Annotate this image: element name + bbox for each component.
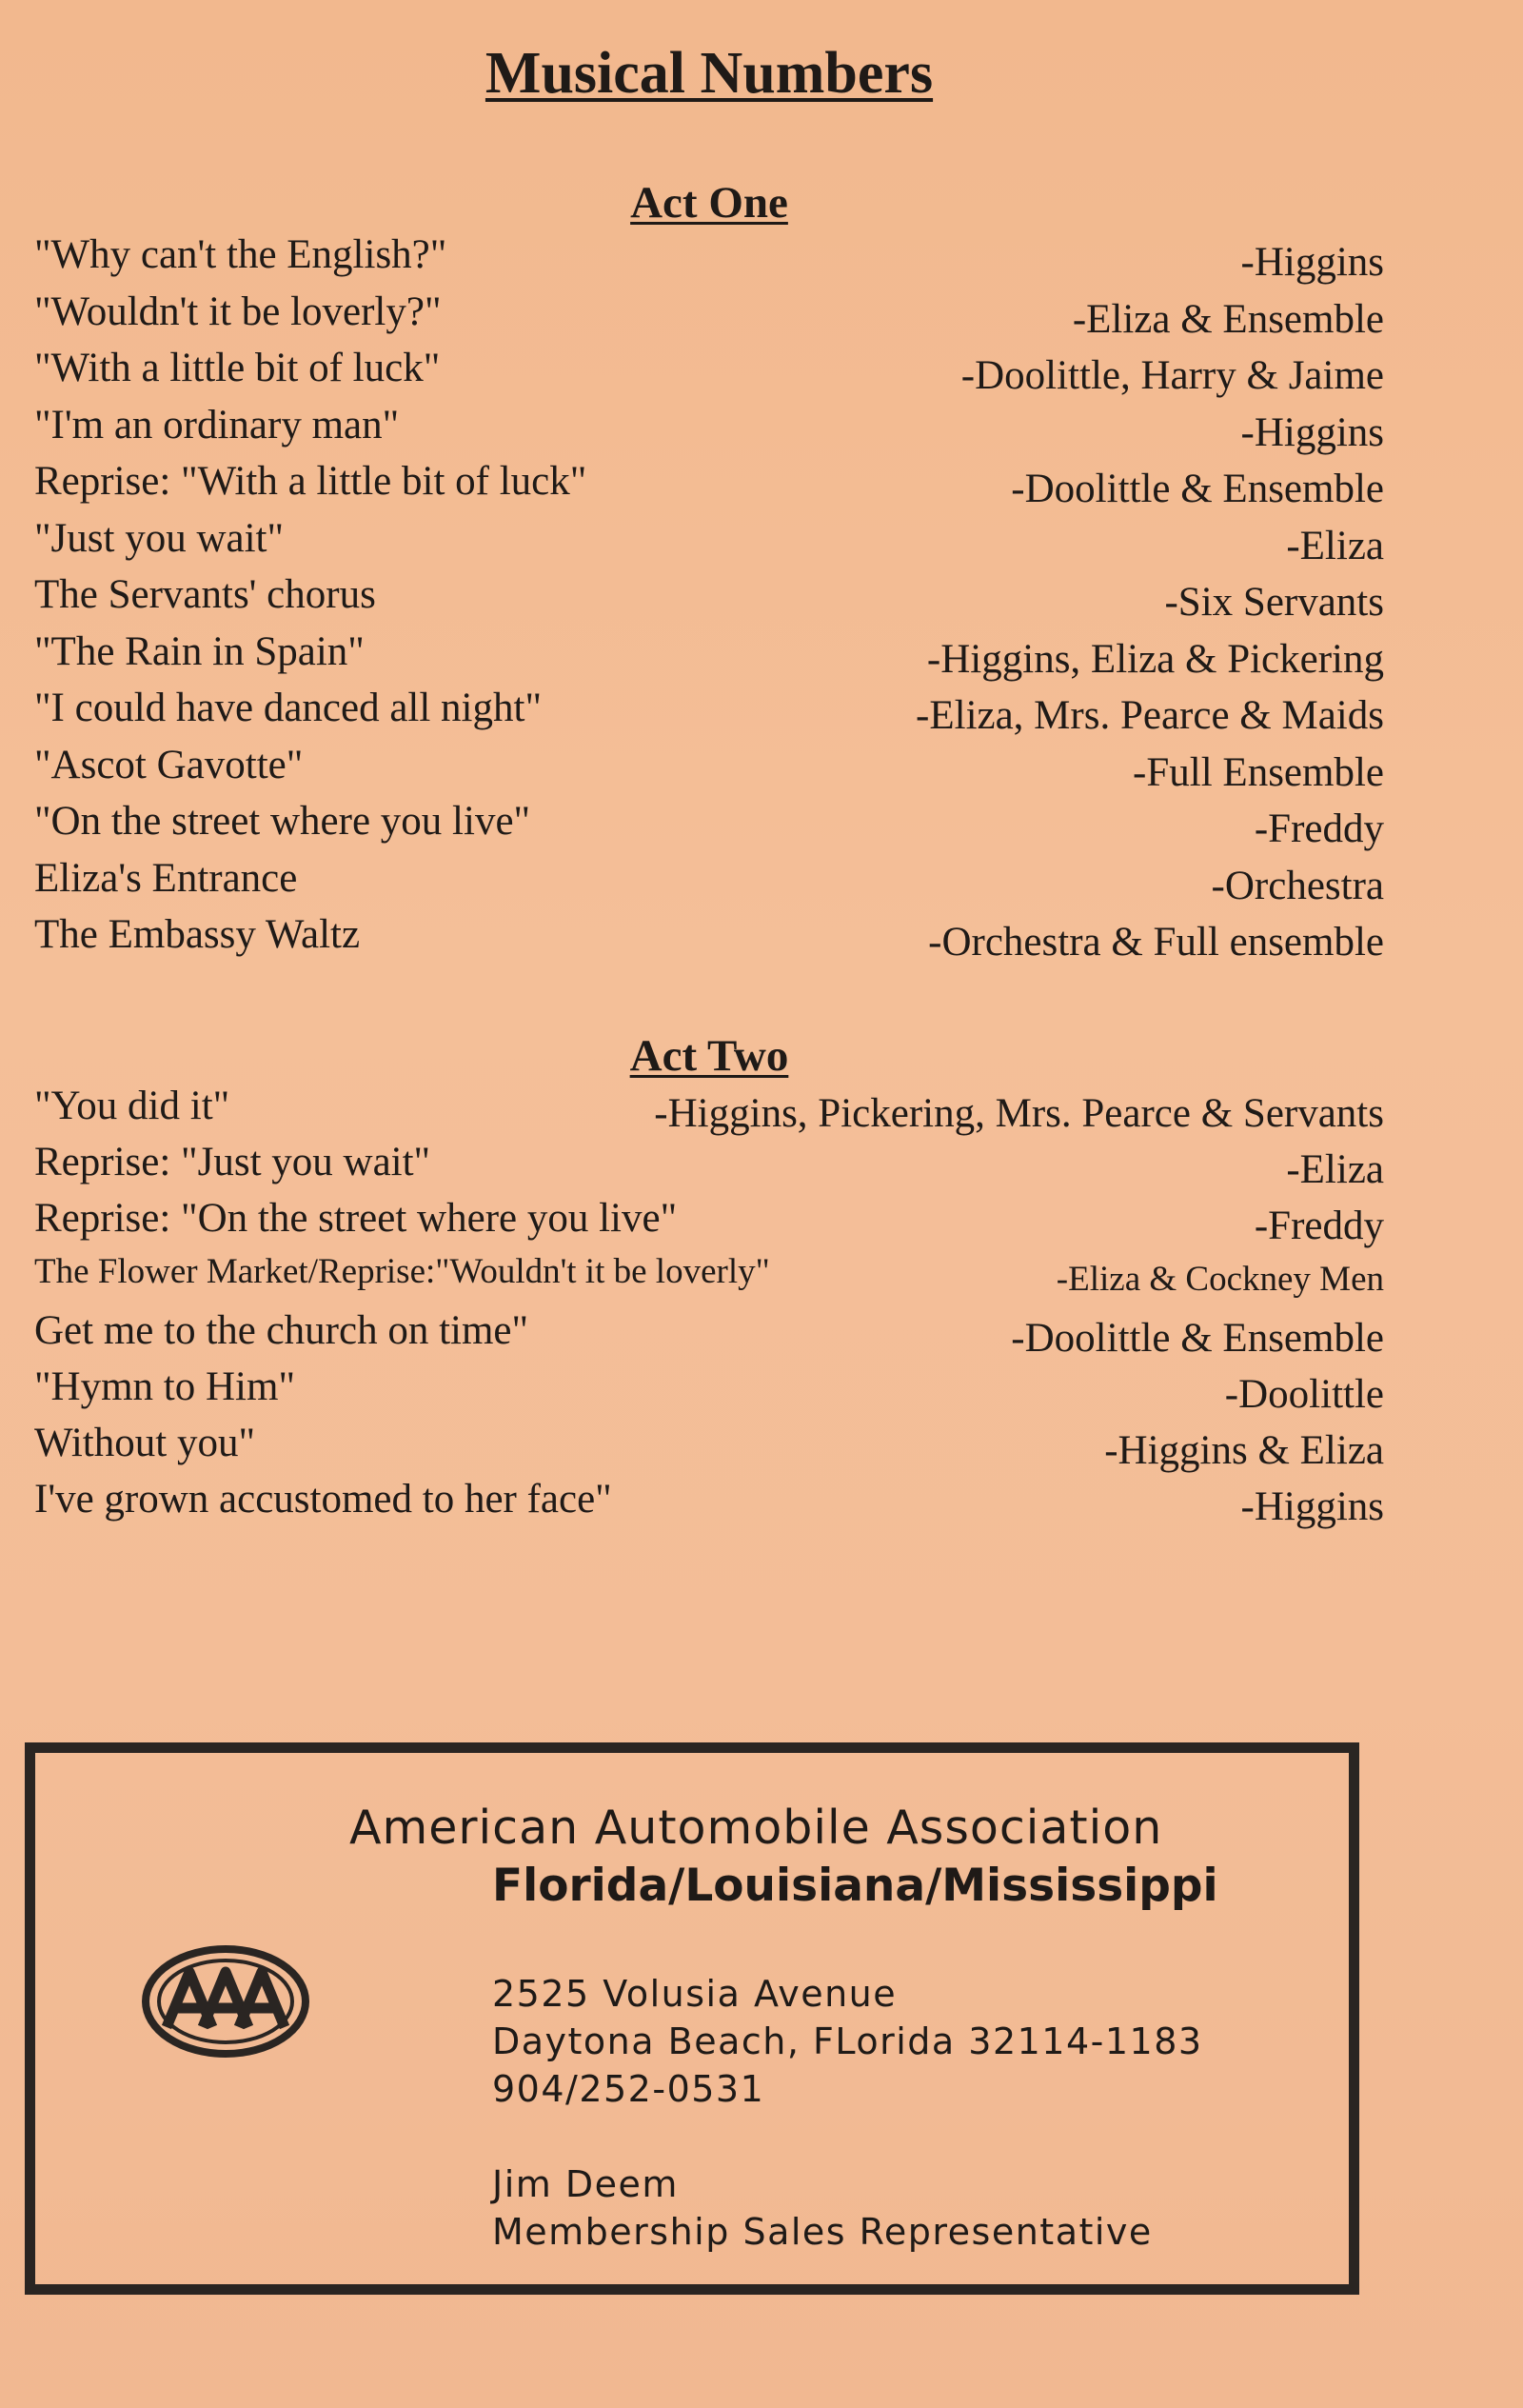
phone-number: 904/252-0531	[492, 2068, 765, 2110]
performers: -Six Servants	[1164, 580, 1384, 625]
ad-organization: American Automobile Association	[349, 1801, 1163, 1855]
address-line-1: 2525 Volusia Avenue	[492, 1973, 898, 2015]
list-item	[34, 742, 1384, 799]
performers: -Doolittle & Ensemble	[1011, 1316, 1384, 1361]
performers: -Orchestra	[1211, 863, 1384, 908]
list-item	[34, 571, 1384, 628]
song-title: "On the street where you live"	[34, 799, 531, 844]
song-title: Get me to the church on time"	[34, 1308, 529, 1353]
performers: -Freddy	[1254, 1204, 1384, 1248]
performers: -Freddy	[1254, 806, 1384, 851]
performers: -Higgins, Pickering, Mrs. Pearce & Servants	[654, 1091, 1384, 1136]
performers: -Eliza	[1286, 1147, 1384, 1192]
ad-contact-block	[492, 1970, 1203, 2256]
song-title: Reprise: "Just you wait"	[34, 1140, 431, 1184]
list-item	[34, 911, 1384, 968]
song-title: "The Rain in Spain"	[34, 628, 365, 674]
list-item	[34, 1195, 1384, 1251]
act-one-list	[34, 231, 1384, 968]
list-item	[34, 345, 1384, 402]
list-item	[34, 1139, 1384, 1195]
song-title: "With a little bit of luck"	[34, 346, 441, 390]
address-line-2: Daytona Beach, FLorida 32114-1183	[492, 2020, 1203, 2062]
act-two-heading: Act Two	[629, 1031, 789, 1081]
performers: -Full Ensemble	[1133, 749, 1384, 795]
performers: -Eliza & Cockney Men	[1056, 1260, 1384, 1299]
ad-region: Florida/Louisiana/Mississippi	[492, 1860, 1218, 1912]
performers: -Doolittle, Harry & Jaime	[960, 353, 1384, 398]
list-item	[34, 798, 1384, 855]
song-title: Without you"	[34, 1421, 256, 1465]
song-title: "Just you wait"	[34, 515, 285, 561]
aaa-logo-icon	[140, 1943, 311, 2060]
list-item	[34, 515, 1384, 572]
performers: -Orchestra & Full ensemble	[928, 920, 1384, 965]
list-item	[34, 458, 1384, 515]
song-title: The Servants' chorus	[34, 572, 376, 617]
performers: -Higgins	[1240, 1484, 1384, 1529]
list-item	[34, 1363, 1384, 1420]
page-title: Musical Numbers	[485, 41, 934, 106]
list-item	[34, 685, 1384, 742]
song-title: "Ascot Gavotte"	[34, 742, 304, 787]
aaa-advertisement	[25, 1742, 1359, 2295]
list-item	[34, 628, 1384, 686]
list-item	[34, 1083, 1384, 1139]
performers: -Higgins & Eliza	[1104, 1428, 1384, 1473]
song-title: Eliza's Entrance	[34, 855, 298, 901]
performers: -Eliza, Mrs. Pearce & Maids	[916, 693, 1384, 738]
list-item	[34, 1420, 1384, 1476]
performers: -Doolittle & Ensemble	[1011, 467, 1384, 511]
song-title: The Flower Market/Reprise:"Wouldn't it be loverly"	[34, 1252, 770, 1291]
song-title: Reprise: "On the street where you live"	[34, 1196, 678, 1241]
act-one-heading: Act One	[630, 178, 788, 228]
song-title: The Embassy Waltz	[34, 912, 361, 957]
performers: -Doolittle	[1224, 1372, 1384, 1417]
list-item	[34, 231, 1384, 289]
song-title: "Hymn to Him"	[34, 1364, 295, 1409]
list-item	[34, 1307, 1384, 1363]
act-two-list	[34, 1083, 1384, 1532]
song-title: Reprise: "With a little bit of luck"	[34, 459, 587, 504]
song-title: "I could have danced all night"	[34, 686, 543, 730]
song-title: I've grown accustomed to her face"	[34, 1477, 612, 1522]
contact-name: Jim Deem	[492, 2163, 679, 2205]
list-item	[34, 1251, 1384, 1307]
list-item	[34, 1476, 1384, 1532]
song-title: "Why can't the English?"	[34, 232, 447, 277]
performers: -Eliza & Ensemble	[1072, 296, 1384, 342]
performers: -Higgins	[1240, 240, 1384, 285]
list-item	[34, 402, 1384, 459]
song-title: "Wouldn't it be loverly?"	[34, 289, 442, 334]
list-item	[34, 289, 1384, 346]
list-item	[34, 855, 1384, 912]
performers: -Higgins, Eliza & Pickering	[926, 636, 1384, 682]
performers: -Eliza	[1286, 523, 1384, 568]
performers: -Higgins	[1240, 409, 1384, 455]
contact-title: Membership Sales Representative	[492, 2211, 1153, 2253]
song-title: "You did it"	[34, 1084, 230, 1128]
song-title: "I'm an ordinary man"	[34, 402, 400, 448]
